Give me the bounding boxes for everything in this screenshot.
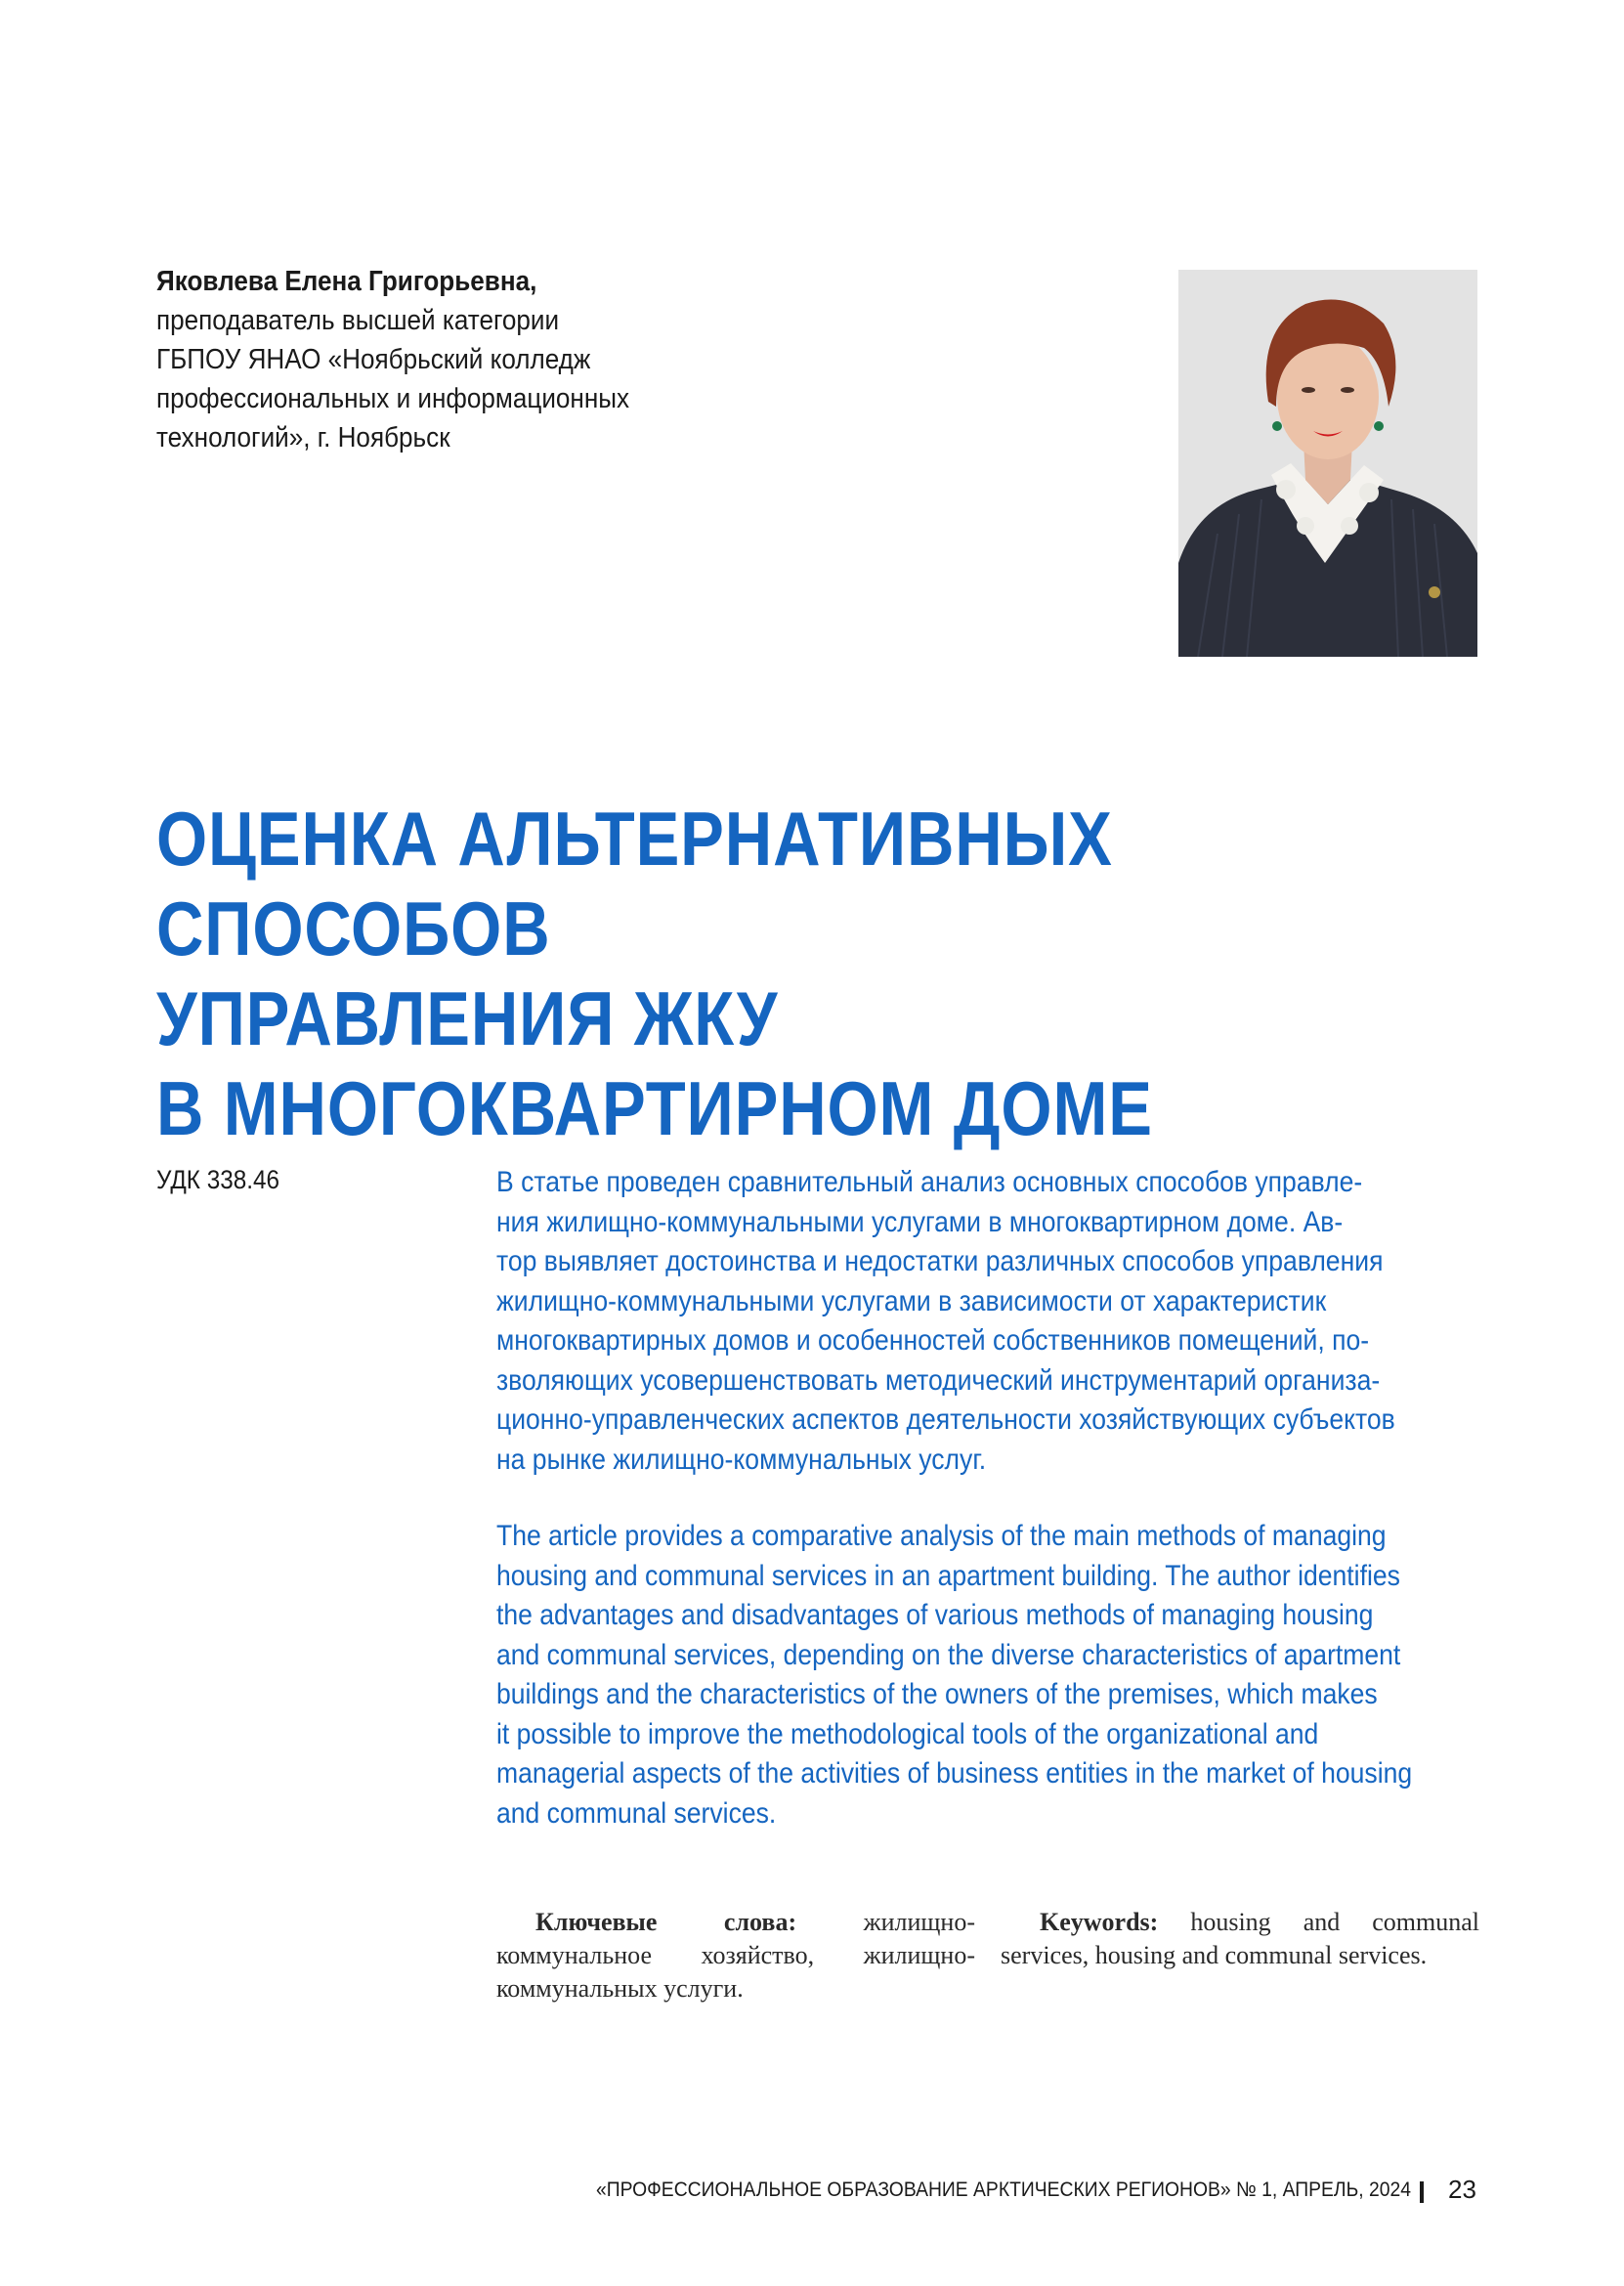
keywords-english xyxy=(1001,1906,1479,1972)
author-affiliation-line: преподаватель высшей категории xyxy=(156,305,560,336)
abstract-line: it possible to improve the methodological tools of the organizational and xyxy=(496,1717,1319,1750)
abstract-line: В статье проведен сравнительный анализ основных способов управле- xyxy=(496,1166,1363,1198)
abstract-line: тор выявляет достоинства и недостатки различных способов управления xyxy=(496,1245,1384,1277)
keywords-label: Keywords: xyxy=(1040,1908,1159,1936)
abstract-russian xyxy=(496,1163,1474,1480)
article-title-line: ОЦЕНКА АЛЬТЕРНАТИВНЫХ СПОСОБОВ xyxy=(156,796,1113,971)
article-title xyxy=(156,794,1300,1153)
page-number: 23 xyxy=(1448,2175,1476,2204)
abstract-line: ционно-управленческих аспектов деятельности хозяйствующих субъектов xyxy=(496,1403,1395,1436)
abstract-line: managerial aspects of the activities of business entities in the market of housing xyxy=(496,1757,1413,1790)
author-affiliation-line: ГБПОУ ЯНАО «Ноябрьский колледж xyxy=(156,344,591,375)
author-affiliation-line: профессиональных и информационных xyxy=(156,383,630,414)
abstract-line: многоквартирных домов и особенностей собственников помещений, по- xyxy=(496,1324,1370,1357)
keywords-russian xyxy=(496,1906,975,2006)
author-name: Яковлева Елена Григорьевна, xyxy=(156,266,537,297)
udk-code: УДК 338.46 xyxy=(156,1165,280,1194)
abstract-line: the advantages and disadvantages of various methods of managing housing xyxy=(496,1599,1374,1631)
abstract-english xyxy=(496,1517,1474,1833)
keywords-text: housing and communal services, housing and communal services. xyxy=(1001,1908,1479,1969)
footer-divider xyxy=(1420,2181,1424,2203)
article-title-line: В МНОГОКВАРТИРНОМ ДОМЕ xyxy=(156,1065,1153,1151)
abstract-line: The article provides a comparative analysis of the main methods of managing xyxy=(496,1520,1387,1552)
abstract-line: на рынке жилищно-коммунальных услуг. xyxy=(496,1443,987,1476)
article-title-line: УПРАВЛЕНИЯ ЖКУ xyxy=(156,975,779,1061)
abstract-line: ния жилищно-коммунальными услугами в многоквартирном доме. Ав- xyxy=(496,1205,1344,1238)
keywords-label: Ключевые слова: xyxy=(535,1908,797,1936)
author-photo xyxy=(1178,270,1477,657)
keywords-text: жилищно-коммунальное хозяйство, жилищно-коммунальных услуги. xyxy=(496,1908,975,2003)
author-affiliation-line: технологий», г. Ноябрьск xyxy=(156,422,450,453)
abstract-line: housing and communal services in an apartment building. The author identifies xyxy=(496,1559,1400,1592)
abstract-line: жилищно-коммунальными услугами в зависимости от характеристик xyxy=(496,1284,1327,1317)
author-portrait-image xyxy=(1178,270,1477,657)
journal-footer: «ПРОФЕССИОНАЛЬНОЕ ОБРАЗОВАНИЕ АРКТИЧЕСКИХ РЕГИОНОВ» № 1, АПРЕЛЬ, 2024 xyxy=(596,2178,1411,2201)
abstract-line: and communal services. xyxy=(496,1796,777,1830)
author-info xyxy=(156,262,684,457)
abstract-line: зволяющих усовершенствовать методический инструментарий организа- xyxy=(496,1363,1381,1397)
abstract-line: buildings and the characteristics of the owners of the premises, which makes xyxy=(496,1678,1378,1710)
abstract-line: and communal services, depending on the diverse characteristics of apartment xyxy=(496,1638,1401,1671)
